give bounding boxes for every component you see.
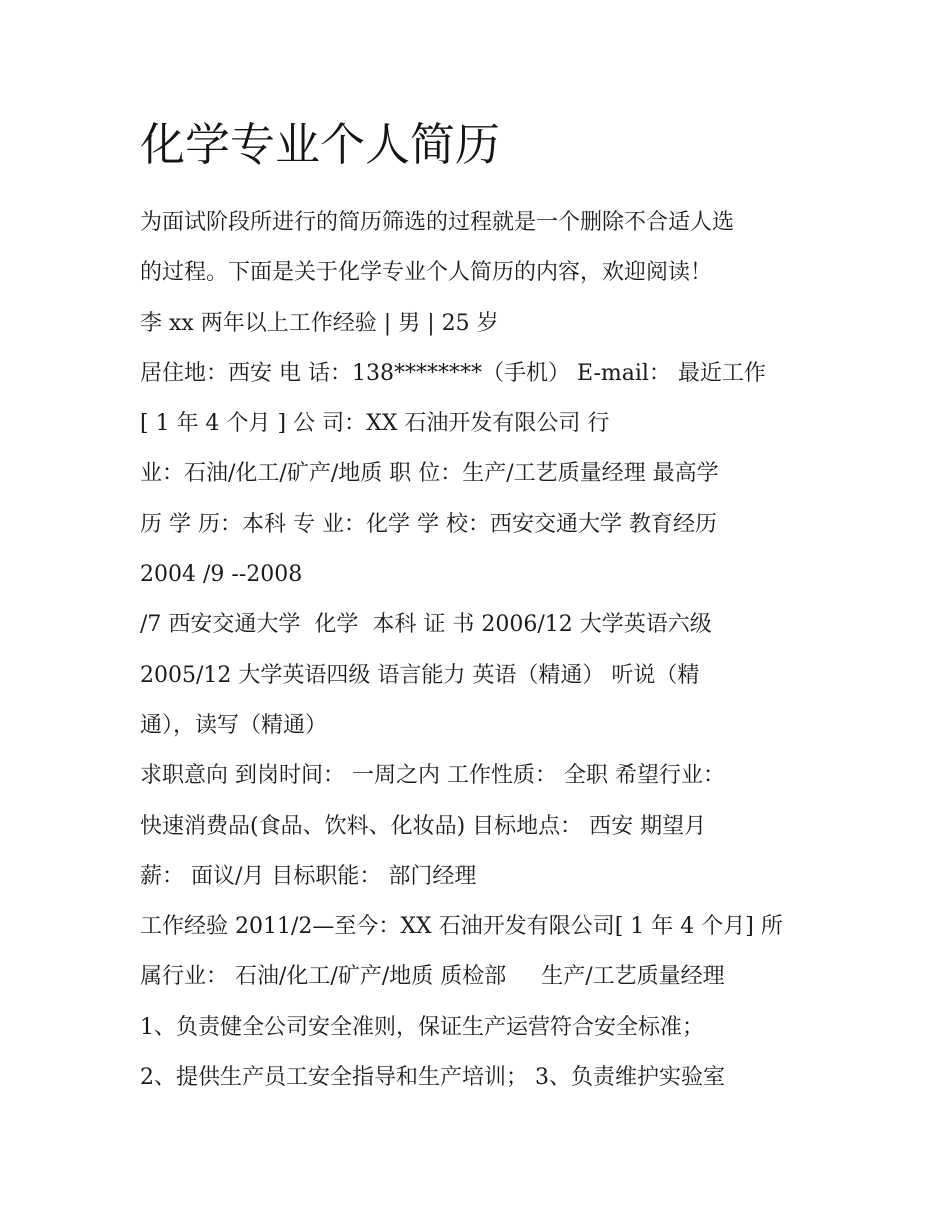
text-line: /7 西安交通大学 化学 本科 证 书 2006/12 大学英语六级 (140, 612, 712, 638)
document-body (140, 198, 840, 1103)
text-line: 2004 /9 --2008 (140, 562, 303, 588)
document-title: 化学专业个人简历 (140, 118, 501, 171)
text-line: 居住地：西安 电 话：138********（手机） E-mail： 最近工作 (140, 360, 766, 386)
text-line: 历 学 历：本科 专 业：化学 学 校：西安交通大学 教育经历 (140, 511, 717, 537)
text-line: 李 xx 两年以上工作经验 | 男 | 25 岁 (140, 310, 499, 336)
text-line: 求职意向 到岗时间： 一周之内 工作性质： 全职 希望行业： (140, 763, 725, 789)
text-line: 工作经验 2011/2—至今：XX 石油开发有限公司[ 1 年 4 个月] 所 (140, 914, 783, 940)
text-line: 为面试阶段所进行的简历筛选的过程就是一个删除不合适人选 (140, 210, 735, 235)
text-line: 业：石油/化工/矿产/地质 职 位：生产/工艺质量经理 最高学 (140, 461, 719, 487)
text-line: 快速消费品(食品、饮料、化妆品) 目标地点： 西安 期望月 (140, 813, 707, 839)
text-line: 2、提供生产员工安全指导和生产培训； 3、负责维护实验室 (140, 1065, 725, 1091)
text-line: 2005/12 大学英语四级 语言能力 英语（精通） 听说（精 (140, 662, 700, 688)
text-line: 1、负责健全公司安全准则，保证生产运营符合安全标准； (140, 1014, 704, 1040)
text-line: 通），读写（精通） (140, 712, 328, 738)
text-line: 的过程。下面是关于化学专业个人简历的内容，欢迎阅读！ (140, 260, 713, 286)
text-line: 薪： 面议/月 目标职能： 部门经理 (140, 863, 477, 889)
text-line: 属行业： 石油/化工/矿产/地质 质检部 生产/工艺质量经理 (140, 964, 725, 990)
text-line: [ 1 年 4 个月 ] 公 司：XX 石油开发有限公司 行 (140, 411, 610, 437)
